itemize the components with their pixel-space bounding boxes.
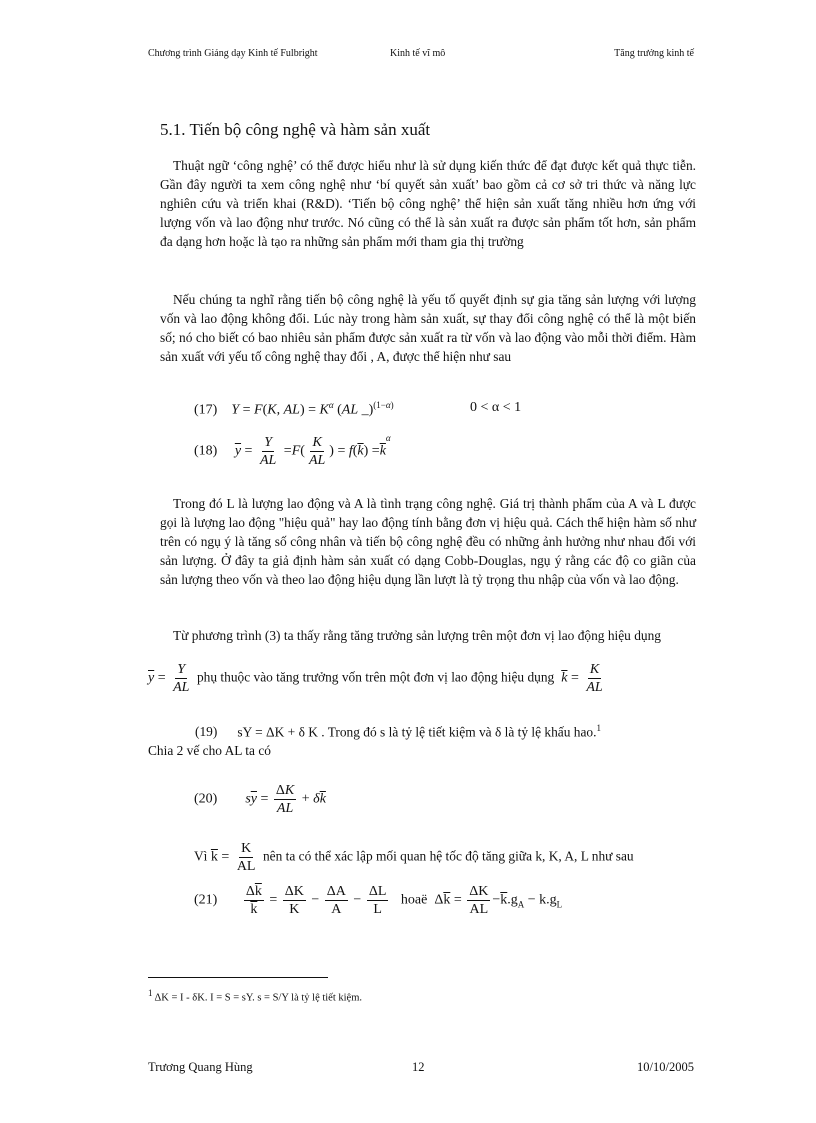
equation-18: (18) $\overline{y}$ = $\frac{Y}{AL}$ =F( $\frac{K}{AL}$ ) = $f(\overline{k}) =\overline{k}^\alpha$ bbox=[194, 433, 391, 468]
footer-author: Trương Quang Hùng bbox=[148, 1060, 253, 1074]
paragraph-4: Từ phương trình (3) ta thấy rằng tăng trưởng sản lượng trên một đơn vị lao động hiệu dụng bbox=[173, 628, 662, 643]
section-title: 5.1. Tiến bộ công nghệ và hàm sản xuất bbox=[160, 120, 431, 139]
page-number: 12 bbox=[412, 1060, 425, 1074]
paragraph-3: Trong đó L là lượng lao động và A là tình trạng công nghệ. Giá trị thành phẩm của A và L được gọi là lượng lao động "hiệu quả" hay lao động tính bằng đơn vị hiệu quả. Cách thể hiện hàm số như trên có ngụ ý là tăng số công nhân và tiến bộ công nghệ đều có những ảnh hưởng như nhau đối với sản lượng. Ở đây ta giả định hàm sản xuất có dạng Cobb-Douglas, ngụ ý rằng các độ co giãn của sản lượng theo vốn và theo lao động hiệu dụng lần lượt là tỷ trọng thu nhập của vốn và lao động. bbox=[160, 496, 696, 587]
equation-21-number: (21) bbox=[194, 892, 218, 908]
paragraph-1: Thuật ngữ ‘công nghệ’ có thể được hiểu như là sử dụng kiến thức để đạt được kết quả thực tiễn. Gần đây người ta xem công nghệ như ‘bí quyết sản xuất’ bao gồm cả cơ sở tri thức và năng lực nghiên cứu và triển khai (R&D). ‘Tiến bộ công nghệ’ thể hiện sản xuất tăng nhiều hơn ứng với lượng vốn và lao động như trước. Nó cũng có thể là sản xuất ra được sản phẩm tốt hơn, sản phẩm đa dạng hơn hoặc là tạo ra những sản phẩm mới tham gia thị trường bbox=[160, 158, 696, 249]
footnote-ref: 1 bbox=[596, 723, 601, 733]
equation-18-number: (18) bbox=[194, 443, 218, 459]
footnote-separator bbox=[148, 977, 328, 978]
equation-21: (21) $\frac{\Delta\overline{k}}{k}$ = $\frac{\Delta K}{K}$ − $\frac{\Delta A}{A}$ − $\frac{\Delta L}{L}$ hoaë $\Delta\overline{k}$ = $\frac{\Delta K}{AL}$ $-\overline{k}.g_A - k.g_L$ bbox=[194, 884, 563, 917]
header-left: Chương trình Giảng dạy Kinh tế Fulbright bbox=[148, 48, 318, 59]
equation-19-text: sY = ΔK + δ K . Trong đó s là tỷ lệ tiết kiệm và δ là tỷ lệ khấu hao. bbox=[237, 724, 597, 740]
paragraph-2: Nếu chúng ta nghĩ rằng tiến bộ công nghệ là yếu tố quyết định sự gia tăng sản lượng với lượng vốn và lao động không đổi. Lúc này trong hàm sản xuất, sự thay đổi công nghệ có thể là một biến số; nó cho biết có bao nhiêu sản phẩm được sản xuất ra từ vốn và lao động vào mỗi thời điểm. Hàm sản xuất với yếu tố công nghệ thay đổi , A, được thể hiện như sau bbox=[160, 292, 696, 364]
equation-20-number: (20) bbox=[194, 791, 218, 807]
footnote bbox=[148, 988, 362, 1004]
header-center: Kinh tế vĩ mô bbox=[390, 48, 446, 59]
header-right: Tăng trưởng kinh tế bbox=[614, 48, 694, 59]
equation-19 bbox=[148, 719, 696, 760]
equation-20: (20) $s\overline{y}$ = $\frac{\Delta K}{AL}$ + $\delta\overline{k}$ bbox=[194, 783, 326, 816]
equation-17: (17) Y = F(K, $AL) = K^\alpha$ (AL _)$^{(1-\alpha)}$ bbox=[194, 400, 394, 418]
relation-intro: Vì bbox=[194, 848, 208, 864]
equation-19-continuation: Chia 2 vế cho AL ta có bbox=[148, 743, 271, 759]
equation-17-number: (17) bbox=[194, 402, 218, 418]
relation-text: nên ta có thể xác lập mối quan hệ tốc độ tăng giữa k, K, A, L như sau bbox=[262, 848, 634, 864]
footer-date: 10/10/2005 bbox=[637, 1060, 694, 1074]
paragraph-4-formula: $\overline{y}$ = $\frac{Y}{AL}$ phụ thuộc vào tăng trưởng vốn trên một đơn vị lao động hiệu dụng $\overline{k}$ = $\frac{K}{AL}$ bbox=[148, 662, 603, 695]
equation-17-condition: 0 < α < 1 bbox=[470, 400, 522, 415]
equation-19-number: (19) bbox=[195, 724, 218, 740]
equation-21-or: hoaë bbox=[400, 892, 428, 908]
footnote-text: ΔK = I - δK. I = S = sY. s = S/Y là tỷ lệ tiết kiệm. bbox=[154, 992, 363, 1004]
paragraph-4-continuation: phụ thuộc vào tăng trưởng vốn trên một đơn vị lao động hiệu dụng bbox=[196, 669, 555, 685]
footnote-marker: 1 bbox=[148, 988, 153, 998]
relation-line: Vì $\overline{k}$ = $\frac{K}{AL}$ nên ta có thể xác lập mối quan hệ tốc độ tăng giữa k, K, A, L như sau bbox=[194, 841, 634, 874]
